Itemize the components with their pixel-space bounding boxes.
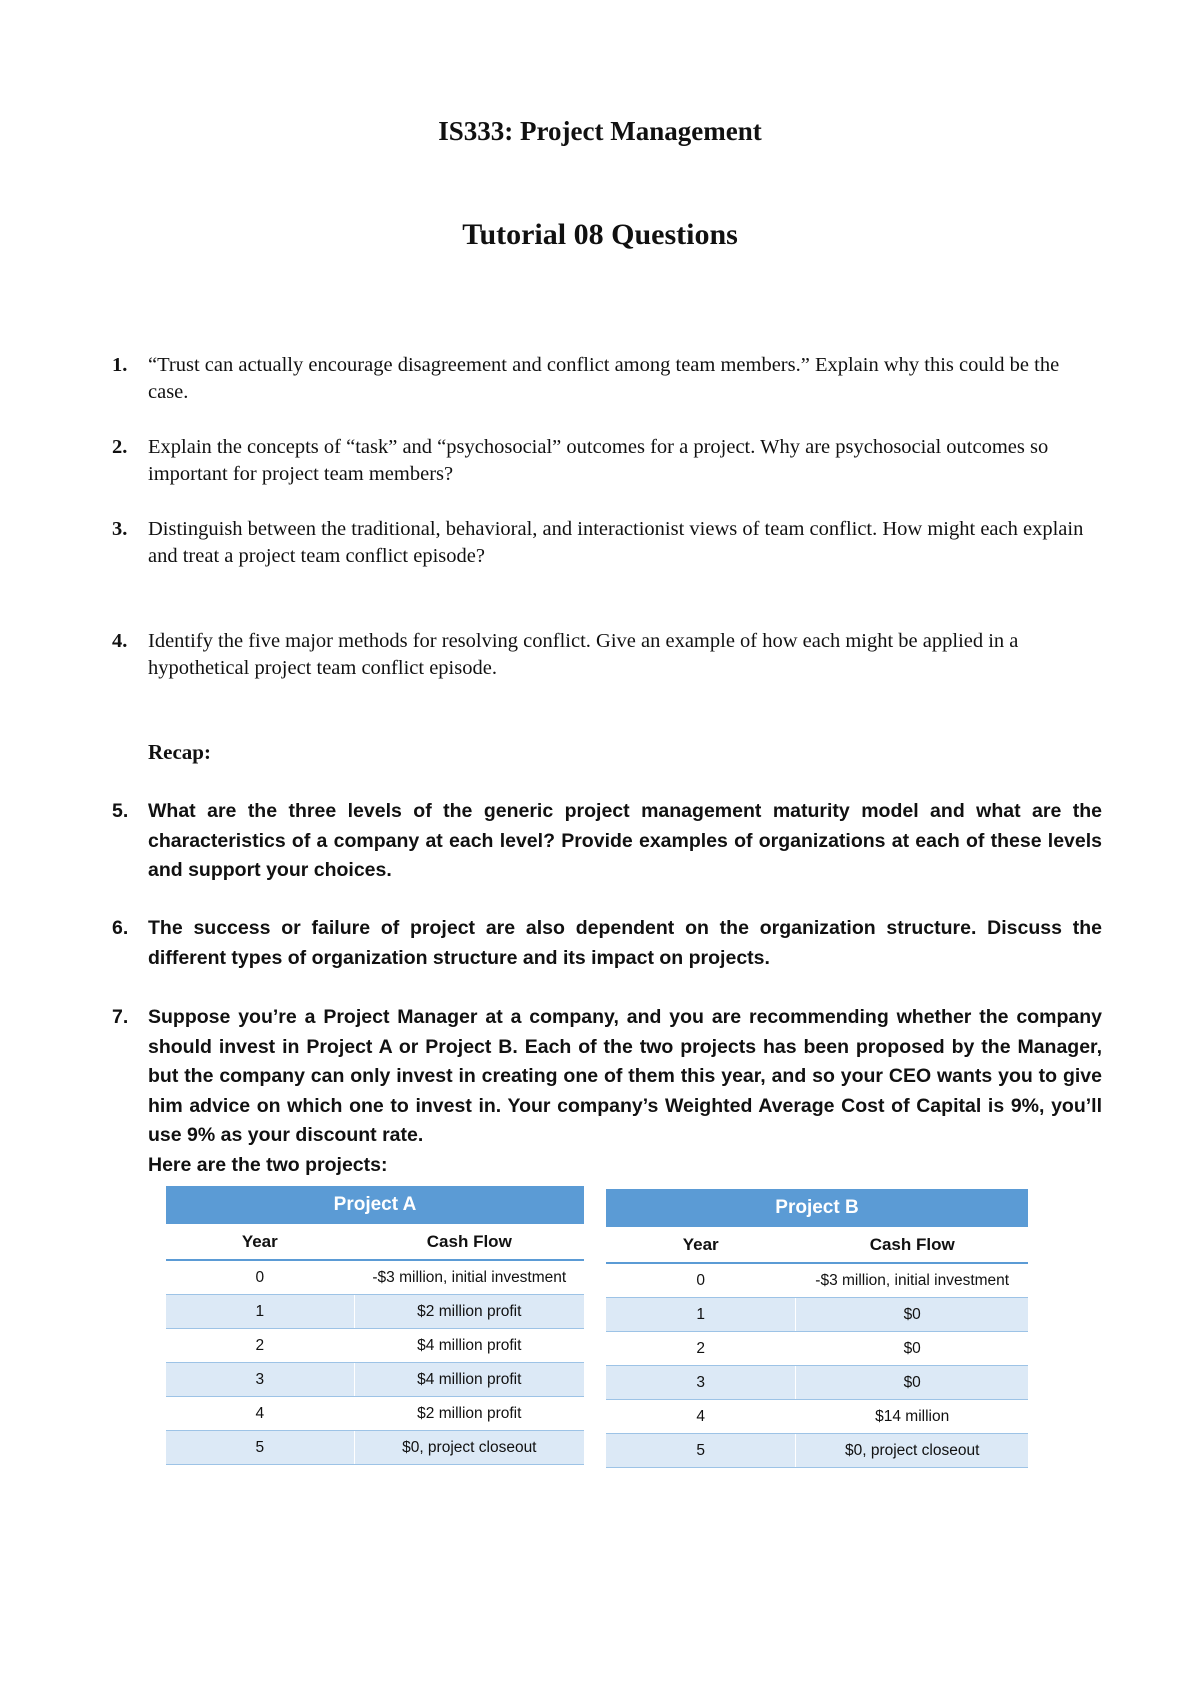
table-row (166, 1431, 584, 1465)
column-header-year: Year (606, 1227, 796, 1263)
question-number: 1. (112, 354, 128, 376)
cash-flow-cell: -$3 million, initial investment (354, 1260, 584, 1295)
table-row (166, 1295, 584, 1329)
year-cell: 2 (166, 1329, 354, 1363)
tutorial-title: Tutorial 08 Questions (462, 218, 738, 251)
cash-flow-cell: $2 million profit (354, 1397, 584, 1431)
year-cell: 3 (606, 1366, 796, 1400)
question-text (148, 1003, 1102, 1180)
year-cell: 2 (606, 1332, 796, 1366)
question-number: 7. (112, 1006, 129, 1028)
question-7 (112, 1003, 1102, 1180)
cash-flow-cell: $0, project closeout (796, 1434, 1028, 1468)
question-4 (112, 628, 1102, 682)
year-cell: 1 (606, 1298, 796, 1332)
cash-flow-cell: $2 million profit (354, 1295, 584, 1329)
table-row (166, 1260, 584, 1295)
cash-flow-cell: $0 (796, 1366, 1028, 1400)
column-header-cash-flow: Cash Flow (354, 1224, 584, 1260)
table-row (166, 1397, 584, 1431)
table-row (606, 1263, 1028, 1298)
question-text: Explain the concepts of “task” and “psychosocial” outcomes for a project. Why are psychosocial outcomes so important for project team members? (148, 436, 1049, 485)
table-row (606, 1366, 1028, 1400)
question-number: 5. (112, 800, 129, 822)
question-text: Identify the five major methods for resolving conflict. Give an example of how each might be applied in a hypothetical project team conflict episode. (148, 630, 1019, 679)
year-cell: 5 (166, 1431, 354, 1465)
question-2 (112, 434, 1102, 488)
question-number: 4. (112, 630, 128, 652)
cash-flow-cell: $4 million profit (354, 1363, 584, 1397)
column-header-cash-flow: Cash Flow (796, 1227, 1028, 1263)
table-row (606, 1434, 1028, 1468)
year-cell: 4 (606, 1400, 796, 1434)
year-cell: 1 (166, 1295, 354, 1329)
cash-flow-cell: $14 million (796, 1400, 1028, 1434)
recap-heading: Recap: (148, 740, 211, 764)
cash-flow-cell: $0, project closeout (354, 1431, 584, 1465)
table-row (166, 1363, 584, 1397)
table-row (606, 1332, 1028, 1366)
cash-flow-cell: $4 million profit (354, 1329, 584, 1363)
question-3 (112, 516, 1102, 570)
cash-flow-cell: $0 (796, 1298, 1028, 1332)
question-body: Suppose you’re a Project Manager at a company, and you are recommending whether the company should invest in Project A or Project B. Each of the two projects has been proposed by the Manager, but the company can only invest in creating one of them this year, and so your CEO wants you to give him advice on which one to invest in. Your company’s Weighted Average Cost of Capital is 9%, you’ll use 9% as your discount rate. (148, 1006, 1102, 1146)
table-row (606, 1400, 1028, 1434)
table-row (166, 1329, 584, 1363)
question-number: 6. (112, 917, 129, 939)
question-text: The success or failure of project are also dependent on the organization structure. Discuss the different types of organization structure and its impact on projects. (148, 917, 1102, 969)
cash-flow-cell: -$3 million, initial investment (796, 1263, 1028, 1298)
question-text: Distinguish between the traditional, behavioral, and interactionist views of team conflict. How might each explain and treat a project team conflict episode? (148, 518, 1084, 567)
question-lead-in: Here are the two projects: (148, 1153, 388, 1176)
question-1 (112, 352, 1102, 406)
project-b-table (606, 1189, 1028, 1468)
project-a-table (166, 1186, 584, 1465)
column-header-year: Year (166, 1224, 354, 1260)
table-title: Project A (166, 1186, 584, 1224)
question-number: 2. (112, 436, 128, 458)
year-cell: 5 (606, 1434, 796, 1468)
year-cell: 4 (166, 1397, 354, 1431)
question-6 (112, 914, 1102, 973)
question-text: “Trust can actually encourage disagreement and conflict among team members.” Explain why this could be the case. (148, 354, 1060, 403)
year-cell: 3 (166, 1363, 354, 1397)
course-title: IS333: Project Management (438, 116, 762, 146)
year-cell: 0 (166, 1260, 354, 1295)
question-number: 3. (112, 518, 128, 540)
question-text: What are the three levels of the generic project management maturity model and what are the characteristics of a company at each level? Provide examples of organizations at each of these levels and support your choices. (148, 800, 1102, 881)
table-title: Project B (606, 1189, 1028, 1227)
year-cell: 0 (606, 1263, 796, 1298)
table-row (606, 1298, 1028, 1332)
question-5 (112, 797, 1102, 886)
cash-flow-cell: $0 (796, 1332, 1028, 1366)
